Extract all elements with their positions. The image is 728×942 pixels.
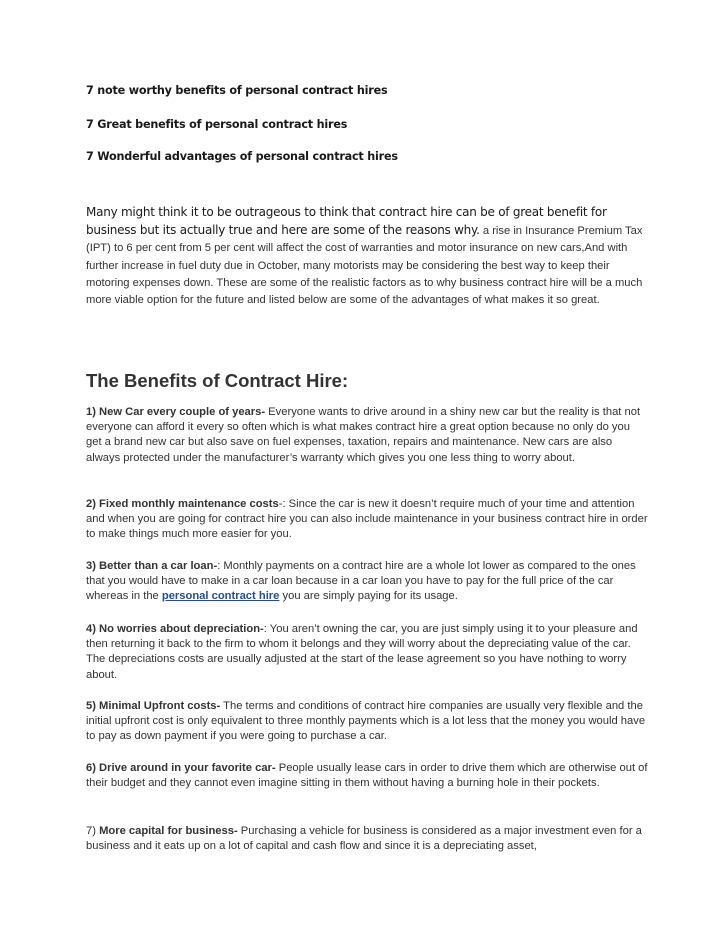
benefit-title: 3) Better than a car loan- — [86, 560, 218, 572]
benefit-1 — [86, 405, 648, 466]
benefit-text: People usually lease cars in order to drive them which are otherwise out of their budget and they cannot even imagine sitting in them without having a burning hole in their pockets. — [86, 762, 648, 790]
benefit-5 — [86, 699, 648, 745]
benefit-text: : Monthly payments on a contract hire are a whole lot lower as compared to the ones that you would have to make in a car loan because in a car loan you have to pay for the full price of the car whereas in the — [86, 560, 636, 603]
benefit-text: Purchasing a vehicle for business is considered as a major investment even for a business and it eats up on a lot of capital and cash flow and since it is a depreciating asset, — [86, 825, 642, 853]
title-line-1: 7 note worthy benefits of personal contract hires — [86, 84, 388, 97]
benefit-7 — [86, 824, 648, 854]
benefit-text: Everyone wants to drive around in a shiny new car but the reality is that not everyone can afford it every so often which is what makes contract hire a great option because no only do you get a brand new car but also save on fuel expenses, taxation, repairs and maintenance. New cars are also always protected under the manufacturer’s warranty which gives you one less thing to worry about. — [86, 406, 641, 464]
benefit-2 — [86, 497, 648, 543]
benefit-title: More capital for business- — [99, 825, 238, 837]
benefit-title: 6) Drive around in your favorite car- — [86, 762, 276, 774]
intro-body: a rise in Insurance Premium Tax (IPT) to 6 per cent from 5 per cent will affect the cost of warranties and motor insurance on new cars,And with further increase in fuel duty due in October, many motorists may be considering the best way to keep their motoring expenses down. These are some of the realistic factors as to why business contract hire will be a much more viable option for the future and listed below are some of the advantages of what makes it so great. — [86, 225, 643, 307]
benefit-3 — [86, 559, 648, 605]
section-heading: The Benefits of Contract Hire: — [86, 370, 349, 391]
benefit-text: : You aren’t owning the car, you are just simply using it to your pleasure and then returning it back to the firm to whom it belongs and they will worry about the depreciating value of the car. The depreciations costs are usually adjusted at the start of the lease agreement so you have nothing to worry about. — [86, 623, 638, 681]
benefit-4 — [86, 622, 648, 683]
benefit-prefix: 7) — [86, 825, 100, 837]
benefit-title: 5) Minimal Upfront costs- — [86, 700, 221, 712]
benefit-text: -: Since the car is new it doesn’t require much of your time and attention and when you are going for contract hire you can also include maintenance in your business contract hire in order to make things much more easier for you. — [86, 498, 648, 541]
intro-paragraph — [86, 204, 646, 309]
personal-contract-hire-link[interactable]: personal contract hire — [161, 590, 280, 603]
intro-lead: Many might think it to be outrageous to think that contract hire can be of great benefit for business but its actually true and here are some of the reasons why. — [86, 205, 607, 238]
title-line-3: 7 Wonderful advantages of personal contract hires — [86, 150, 398, 163]
benefit-6 — [86, 761, 648, 791]
benefit-text: The terms and conditions of contract hire companies are usually very flexible and the initial upfront cost is only equivalent to three monthly payments which is a lot less that the money you would have to pay as down payment if you were going to purchase a car. — [86, 700, 646, 743]
benefit-text-after: you are simply paying for its usage. — [279, 590, 458, 603]
title-line-2: 7 Great benefits of personal contract hires — [86, 118, 348, 131]
benefit-title: 1) New Car every couple of years- — [86, 406, 266, 418]
benefit-title: 4) No worries about depreciation- — [86, 623, 264, 635]
benefit-title: 2) Fixed monthly maintenance costs — [86, 498, 279, 510]
